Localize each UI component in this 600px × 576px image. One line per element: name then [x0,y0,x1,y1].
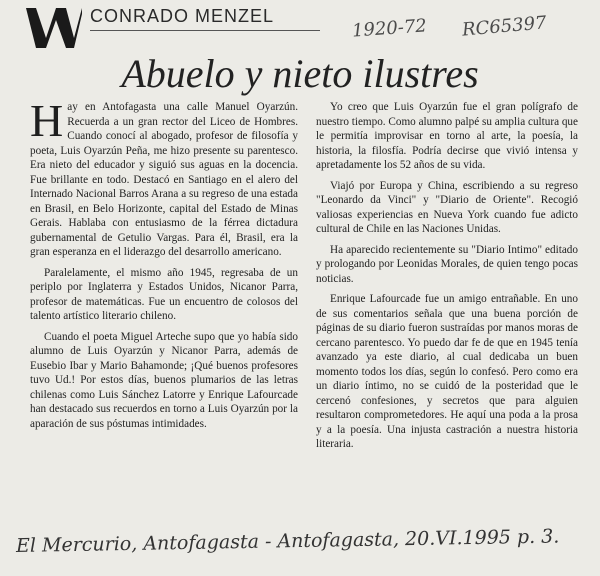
handwritten-source-note: El Mercurio, Antofagasta - Antofagasta, 20.VI.1995 p. 3. [15,525,560,557]
paragraph: Enrique Lafourcade fue un amigo entrañable. En uno de sus comentarios señala que una buena porción de páginas de su diario fueron sustraídas por manos moras de cercano parentesco. Yo puedo dar fe de que en 1945 tenía avanzado ya este diario, al cual dedicaba un buen momento todos los días, según lo confesó. Pero como era un diario íntimo, no se cuidó de la posteridad que le cercenó confesiones, y secretos que para alguien resultaron comprometedores. He aquí una poda a la prosa y a la poesía. Una injusta castración a nuestra historia literaria. [316,293,578,450]
paragraph: Viajó por Europa y China, escribiendo a su regreso "Leonardo da Vinci" y "Diario de Oriente". Recogió valiosas experiencias en Nueva York cuando fue adicto cultural de Chile en las Naciones Unidas. [316,179,578,235]
left-column [30,95,298,437]
paragraph: Ha aparecido recientemente su "Diario Intimo" editado y prologando por Leonidas Morales, de quien tengo pocas noticias. [316,243,578,285]
paragraph: Cuando el poeta Miguel Arteche supo que yo había sido alumno de Luis Oyarzún y Nicanor Parra, además de Eusebio Ibar y Mario Bahamonde; ¡Qué buenos profesores tuvo Ud.! Por estos días, buenos plumarios de las letras chilenas como Luis Sánchez Latorre y Enrique Lafourcade han destacado sus recuerdos en torno a Luis Oyarzún por la aparación de sus póstumas intimidades. [30,330,298,430]
handwritten-date: 1920-72 [351,15,428,42]
dropcap: H [30,95,64,146]
publication-logo [26,8,82,48]
article-title: Abuelo y nieto ilustres [121,51,479,96]
author-divider [90,30,320,31]
paragraph: Paralelamente, el mismo año 1945, regresaba de un periplo por Inglaterra y Estados Unidos, Nicanor Parra, profesor de matemáticas. Fue un encuentro de colosos del talento artístico literario chileno. [30,266,298,322]
author-name: CONRADO MENZEL [90,6,275,26]
handwritten-code: RC65397 [461,12,548,41]
paragraph: Yo creo que Luis Oyarzún fue el gran polígrafo de nuestro tiempo. Como alumno palpé su amplia cultura que le permitía improvisar en torno al arte, la poesía, la historia, la filosfía. Podría decirse que vivió intensa y apretadamente los 52 años de su vida. [316,101,578,171]
right-column [316,100,578,458]
paragraph-text: ay en Antofagasta una calle Manuel Oyarzún. Recuerda a un gran rector del Liceo de Hombres. Cuando conocí al abogado, profesor de filosofía y poeta, Luis Oyarzún Peña, me hizo presente su parentesco. Era nieto del educador y siguió sus aguas en la docencia. Fue brillante en todo. Destacó en Santiago en el alero del Internado Nacional Barros Arana a su regreso de una estada en Brasil, en Belo Horizonte, capital del Estado de Minas Gerais. Hablaba con entusiasmo de la férrea dictadura gubernamental de Getulio Vargas. Para él, Brasil, era la gran esperanza en el liderazgo del desarrollo americano. [30,101,298,258]
paragraph [30,95,298,260]
